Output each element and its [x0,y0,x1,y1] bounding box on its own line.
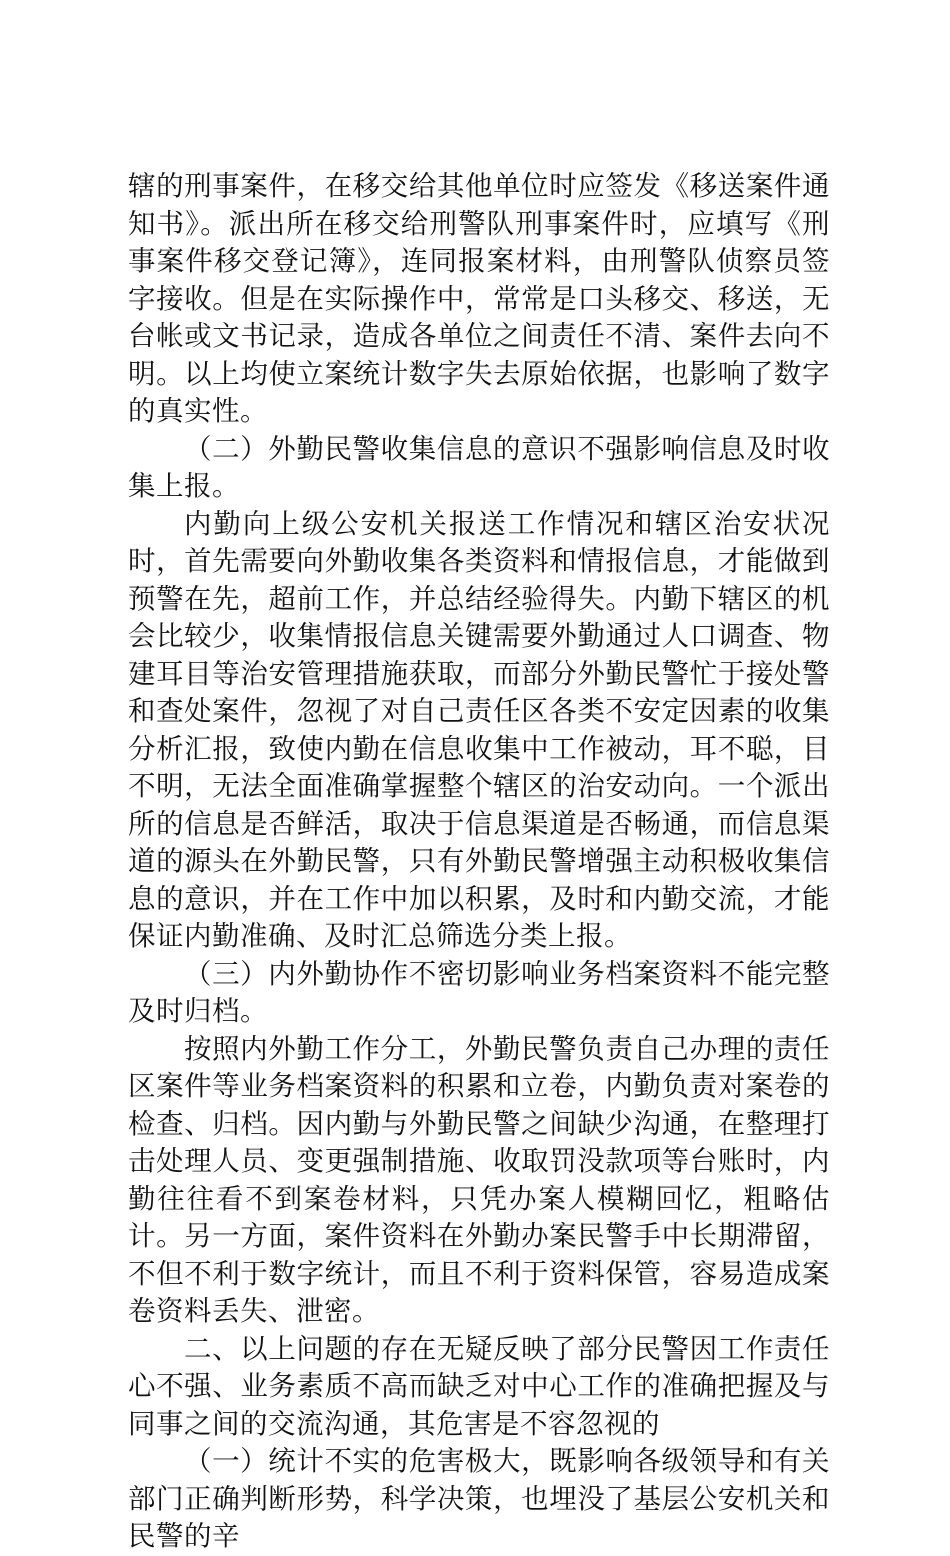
paragraph-continued: 辖的刑事案件，在移交给其他单位时应签发《移送案件通知书》。派出所在移交给刑警队刑事案件时，应填写《刑事案件移交登记簿》，连同报案材料，由刑警队侦察员签字接收。但是在实际操作中，常常是口头移交、移送，无台帐或文书记录，造成各单位之间责任不清、案件去向不明。以上均使立案统计数字失去原始依据，也影响了数字的真实性。 [128,170,830,427]
paragraph-intelligence: 内勤向上级公安机关报送工作情况和辖区治安状况时，首先需要向外勤收集各类资料和情报信息，才能做到预警在先，超前工作，并总结经验得失。内勤下辖区的机会比较少，收集情报信息关键需要外勤通过人口调查、物建耳目等治安管理措施获取，而部分外勤民警忙于接处警和查处案件，忽视了对自己责任区各类不安定因素的收集分析汇报，致使内勤在信息收集中工作被动，耳不聪，目不明，无法全面准确掌握整个辖区的治安动向。一个派出所的信息是否鲜活，取决于信息渠道是否畅通，而信息渠道的源头在外勤民警，只有外勤民警增强主动积极收集信息的意识，并在工作中加以积累，及时和内勤交流，才能保证内勤准确、及时汇总筛选分类上报。 [128,507,830,952]
paragraph-archives: 按照内外勤工作分工，外勤民警负责自己办理的责任区案件等业务档案资料的积累和立卷，内勤负责对案卷的检查、归档。因内勤与外勤民警之间缺少沟通，在整理打击处理人员、变更强制措施、收取罚没款项等台账时，内勤往往看不到案卷材料，只凭办案人模糊回忆，粗略估计。另一方面，案件资料在外勤办案民警手中长期滞留，不但不利于数字统计，而且不利于资料保管，容易造成案卷资料丢失、泄密。 [128,1032,830,1327]
document-body [128,168,830,1556]
section-heading-part-2: 二、以上问题的存在无疑反映了部分民警因工作责任心不强、业务素质不高而缺乏对中心工作的准确把握及与同事之间的交流沟通，其危害是不容忽视的 [128,1332,830,1440]
section-heading-2-1: （一）统计不实的危害极大，既影响各级领导和有关部门正确判断形势，科学决策，也埋没了基层公安机关和民警的辛 [128,1445,830,1552]
section-heading-2: （二）外勤民警收集信息的意识不强影响信息及时收集上报。 [128,432,830,502]
section-heading-3: （三）内外勤协作不密切影响业务档案资料不能完整及时归档。 [128,957,830,1027]
